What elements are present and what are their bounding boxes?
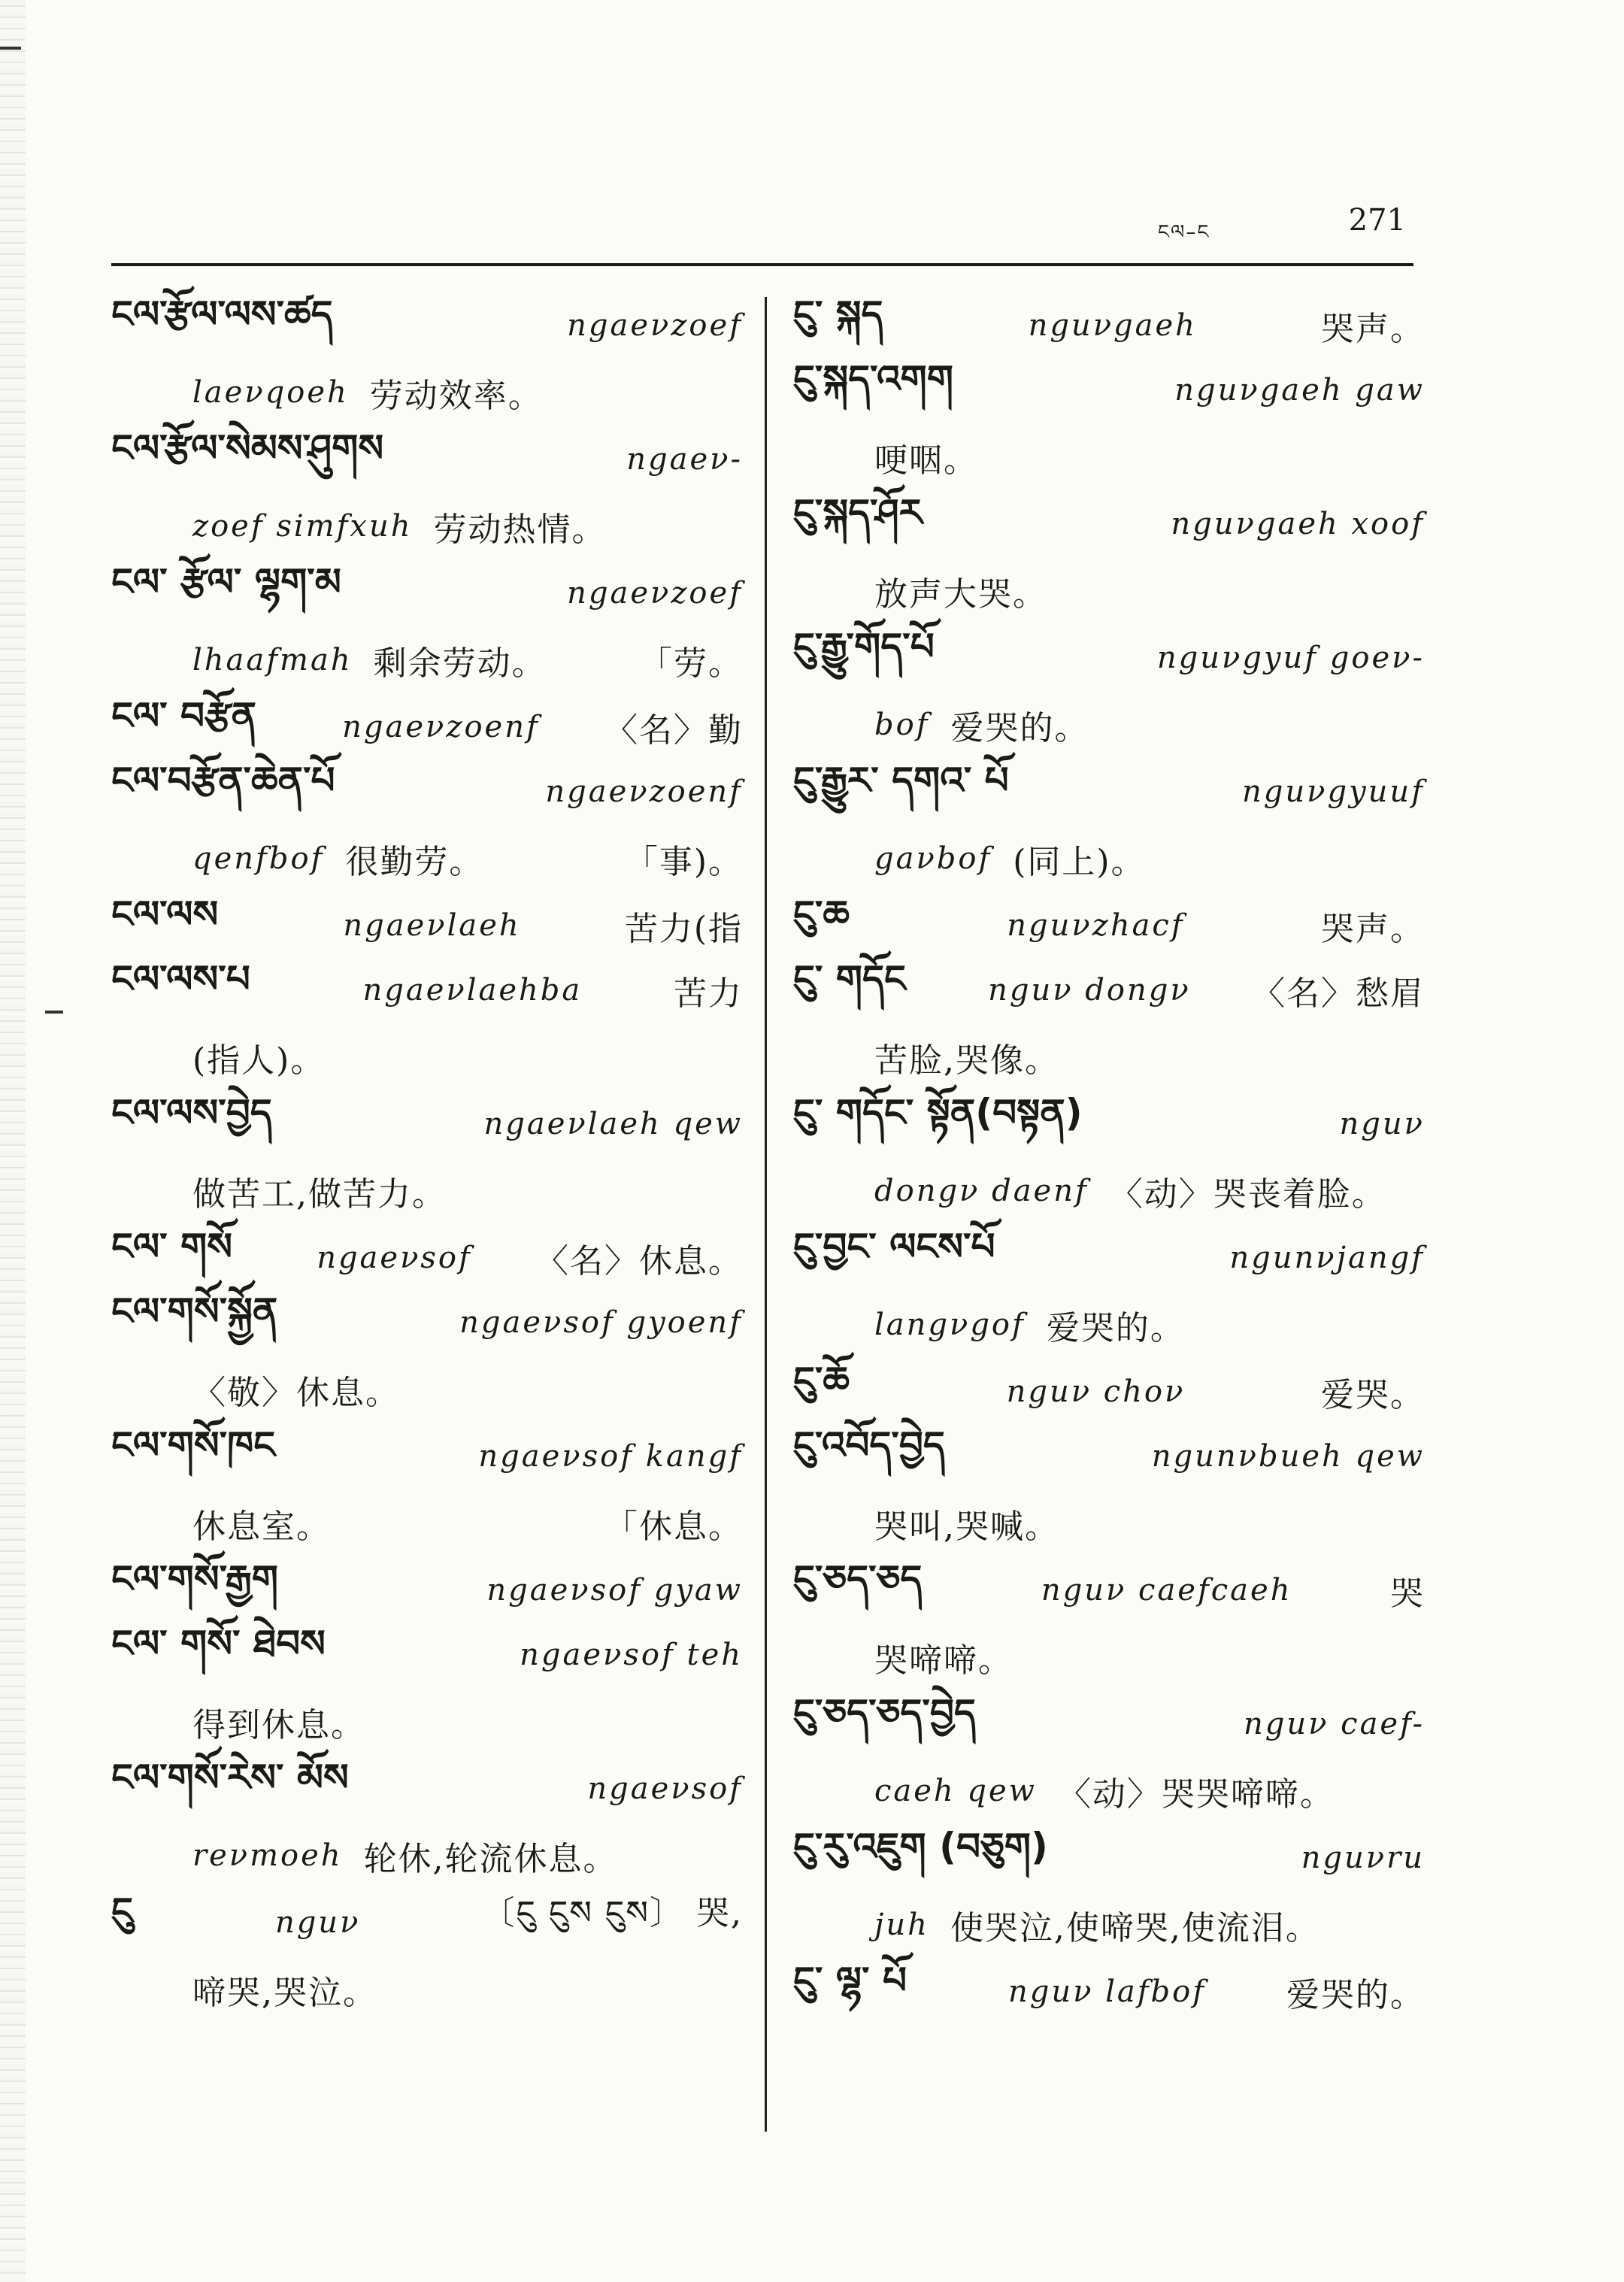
chinese-gloss: 劳动效率。	[369, 377, 543, 415]
headword-line	[793, 1692, 1425, 1756]
romanization: reνmoeh	[192, 1838, 343, 1873]
chinese-gloss: 哭声。	[1320, 910, 1425, 948]
chinese-gloss: 〈名〉愁眉	[1251, 974, 1425, 1013]
chinese-gloss: 做苦工,做苦力。	[192, 1175, 447, 1214]
dictionary-entry	[793, 1959, 1425, 2024]
headword-line	[111, 1092, 743, 1156]
tibetan-headword: ངལ་ལས	[111, 892, 219, 936]
romanization: gaνbof	[874, 841, 992, 876]
tibetan-headword: ངལ་གསོ་སྐྱོན	[111, 1289, 278, 1333]
page-number: 271	[1348, 203, 1406, 238]
tibetan-headword: ངུ་རུ་འཇུག (བཅུག)	[793, 1825, 1048, 1868]
romanization: nguν dongν	[988, 973, 1191, 1008]
chinese-gloss: 劳动热情。	[433, 511, 607, 549]
headword-line	[111, 427, 743, 492]
chinese-gloss: 爱哭的。	[1286, 1976, 1425, 2014]
headword-line	[111, 1890, 743, 1955]
chinese-gloss: 苦力(指	[624, 910, 743, 948]
chinese-gloss: 休息室。	[192, 1508, 331, 1546]
chinese-gloss: 很勤劳。	[345, 843, 484, 881]
chinese-gloss: 爱哭的。	[950, 709, 1089, 747]
headword-line	[793, 1424, 1425, 1489]
chinese-gloss: 〔ངུ ངུས ངུས〕 哭,	[481, 1894, 743, 1932]
romanization: nguν choν	[1006, 1374, 1186, 1409]
romanization: ngunνjangf	[1229, 1241, 1425, 1275]
romanization: nguνzhacf	[1007, 908, 1185, 943]
romanization: lhaafmah	[192, 643, 353, 677]
tibetan-headword: ངུ	[111, 1890, 133, 1933]
chinese-gloss: 哭	[1390, 1574, 1425, 1613]
tibetan-headword: ངུ་ཆོ	[793, 1359, 850, 1402]
chinese-gloss: 哭啼啼。	[874, 1641, 1013, 1680]
romanization: qenfbof	[192, 841, 325, 876]
dictionary-entry	[793, 1226, 1425, 1359]
romanization: ngaeνsof	[587, 1771, 743, 1806]
romanization: langνgof	[874, 1308, 1026, 1342]
romanization: ngaeνzoenf	[545, 774, 743, 809]
chinese-gloss: 放声大哭。	[874, 575, 1047, 614]
romanization: ngaeνzoef	[567, 308, 743, 343]
romanization: nguνgaeh xoof	[1171, 507, 1425, 541]
chinese-gloss: 哭叫,哭喊。	[874, 1508, 1059, 1546]
dictionary-entry	[111, 1890, 743, 2024]
headword-line	[793, 626, 1425, 690]
romanization: caeh qew	[874, 1774, 1037, 1808]
romanization: nguν caefcaeh	[1041, 1573, 1292, 1608]
romanization: nguν lafbof	[1007, 1974, 1207, 2009]
romanization: ngaeν-	[626, 442, 743, 477]
tibetan-headword: ངུ་ཆ	[793, 892, 850, 936]
tibetan-headword: ངུ་སྐད་ཤོར	[793, 491, 923, 535]
headword-line	[793, 1826, 1425, 1890]
headword-line	[111, 759, 743, 824]
tibetan-headword: ངལ་བརྩོན་ཆེན་པོ	[111, 759, 335, 802]
headword-line	[111, 958, 743, 1023]
chinese-gloss: 爱哭。	[1321, 1376, 1425, 1414]
headword-line	[111, 1290, 743, 1355]
chinese-gloss: 使哭泣,使啼哭,使流泪。	[950, 1909, 1320, 1947]
romanization: ngaeνsof gyaw	[486, 1573, 743, 1608]
romanization: ngunνbueh qew	[1151, 1439, 1425, 1474]
romanization: ngaeνlaehba	[362, 973, 583, 1008]
romanization: laeνqoeh	[192, 375, 349, 410]
chinese-gloss: (同上)。	[1013, 843, 1146, 881]
romanization: ngaeνlaeh qew	[483, 1107, 743, 1141]
chinese-gloss: (指人)。	[192, 1041, 326, 1080]
romanization: nguν	[274, 1905, 361, 1940]
tibetan-headword: ངལ་ གསོ་ ཐེབས	[111, 1622, 326, 1665]
romanization: nguνgyuf goeν-	[1156, 641, 1425, 675]
headword-line	[111, 293, 743, 358]
tibetan-headword: ངལ་གསོ་ཁང	[111, 1423, 275, 1467]
headword-line	[793, 759, 1425, 824]
headword-line	[793, 958, 1425, 1023]
romanization: ngaeνsof teh	[520, 1638, 743, 1672]
scan-edge	[0, 0, 26, 2282]
tibetan-headword: ངུ་སྐད་འགག	[793, 357, 953, 401]
romanization: ngaeνsof gyoenf	[459, 1305, 743, 1340]
tibetan-headword: ངུ་རྒྱུར་ དགའ་ པོ	[793, 759, 1009, 802]
headword-line	[111, 1623, 743, 1687]
left-column	[111, 293, 743, 2024]
running-header	[1158, 203, 1406, 248]
chinese-gloss: 苦力	[673, 974, 743, 1013]
romanization: nguνru	[1301, 1841, 1425, 1875]
tibetan-headword: ངུ་རྒྱུ་གོད་པོ	[793, 625, 935, 668]
chinese-gloss: 得到休息。	[192, 1706, 365, 1744]
chinese-gloss: 哭声。	[1321, 310, 1425, 348]
headword-line	[793, 1092, 1425, 1156]
chinese-gloss: 〈动〉哭丧着脸。	[1109, 1175, 1386, 1214]
headword-line	[793, 1226, 1425, 1290]
tibetan-headword: ངལ་རྩོལ་སེམས་ཤུགས	[111, 426, 384, 470]
tibetan-headword: ངུ་བྱང་ ལངས་པོ	[793, 1225, 995, 1268]
tibetan-headword: ངལ་གསོ་རེས་ མོས	[111, 1756, 349, 1799]
dictionary-entry	[793, 759, 1425, 893]
chinese-gloss: 〈名〉勤	[604, 711, 743, 750]
tibetan-headword: ངལ་ རྩོལ་ ལྷག་མ	[111, 560, 341, 604]
headword-line	[793, 1959, 1425, 2024]
romanization: nguν	[1339, 1107, 1425, 1141]
romanization: bof	[874, 708, 930, 742]
chinese-gloss: 〈敬〉休息。	[192, 1374, 400, 1412]
margin-mark	[45, 1011, 63, 1014]
column-divider	[765, 297, 767, 2132]
romanization: ngaeνsof	[317, 1241, 472, 1275]
tibetan-headword: ངལ་ལས་བྱེད	[111, 1091, 272, 1135]
chinese-gloss: 〈动〉哭哭啼啼。	[1057, 1775, 1335, 1814]
romanization: nguνgyuuf	[1242, 774, 1425, 809]
tibetan-headword: ངལ་ བརྩོན	[111, 694, 256, 738]
right-column	[793, 293, 1425, 2024]
carryover-text: 「劳。	[639, 644, 743, 683]
tibetan-headword: ངུ་ སྐད	[793, 292, 883, 336]
romanization: ngaeνzoef	[567, 576, 743, 611]
tibetan-headword: ངུ་ཅད་ཅད་བྱེད	[793, 1691, 976, 1735]
header-rule	[111, 263, 1413, 266]
tibetan-headword: ངུ་འབོད་བྱེད	[793, 1423, 945, 1467]
tibetan-headword: ངལ་ལས་པ	[111, 957, 250, 1001]
tibetan-headword: ངལ་རྩོལ་ལས་ཚད	[111, 292, 333, 336]
dictionary-entry	[111, 1756, 743, 1890]
tibetan-headword: ངུ་ཅད་ཅད	[793, 1557, 923, 1601]
romanization: zoef simfxuh	[192, 509, 413, 544]
tibetan-headword: ངུ་ ལྷ་ པོ	[793, 1959, 907, 2002]
tibetan-headword: ངུ་ གདོང	[793, 957, 906, 1001]
chinese-gloss: 哽咽。	[874, 441, 978, 480]
romanization: dongν daenf	[874, 1174, 1089, 1208]
headword-line	[111, 1756, 743, 1821]
header-entry-range: ངལ–ང	[1158, 221, 1210, 244]
romanization: nguν caef-	[1244, 1707, 1425, 1741]
headword-line	[111, 1424, 743, 1489]
chinese-gloss: 〈名〉休息。	[535, 1242, 743, 1280]
romanization: nguνgaeh	[1028, 308, 1197, 343]
chinese-gloss: 爱哭的。	[1046, 1309, 1185, 1347]
tibetan-headword: ངལ་ གསོ	[111, 1225, 233, 1268]
chinese-gloss: 轮休,轮流休息。	[363, 1840, 618, 1878]
chinese-gloss: 苦脸,哭像。	[874, 1041, 1059, 1080]
tibetan-headword: ངུ་ གདོང་ སྟོན(བསྟན)	[793, 1091, 1083, 1135]
headword-line	[111, 561, 743, 626]
carryover-text: 「事)。	[624, 843, 743, 881]
romanization: ngaeνlaeh	[343, 908, 521, 943]
chinese-gloss: 剩余劳动。	[373, 644, 547, 683]
romanization: ngaeνzoenf	[342, 710, 540, 744]
carryover-text: 「休息。	[604, 1508, 743, 1546]
headword-line	[793, 358, 1425, 423]
romanization: ngaeνsof kangf	[478, 1439, 743, 1474]
romanization: nguνgaeh gaw	[1174, 373, 1425, 408]
romanization: juh	[874, 1908, 929, 1942]
margin-mark	[0, 47, 21, 50]
headword-line	[793, 492, 1425, 556]
chinese-gloss: 啼哭,哭泣。	[192, 1974, 377, 2012]
tibetan-headword: ངལ་གསོ་རྒྱག	[111, 1557, 278, 1601]
headword-line	[793, 1558, 1425, 1623]
